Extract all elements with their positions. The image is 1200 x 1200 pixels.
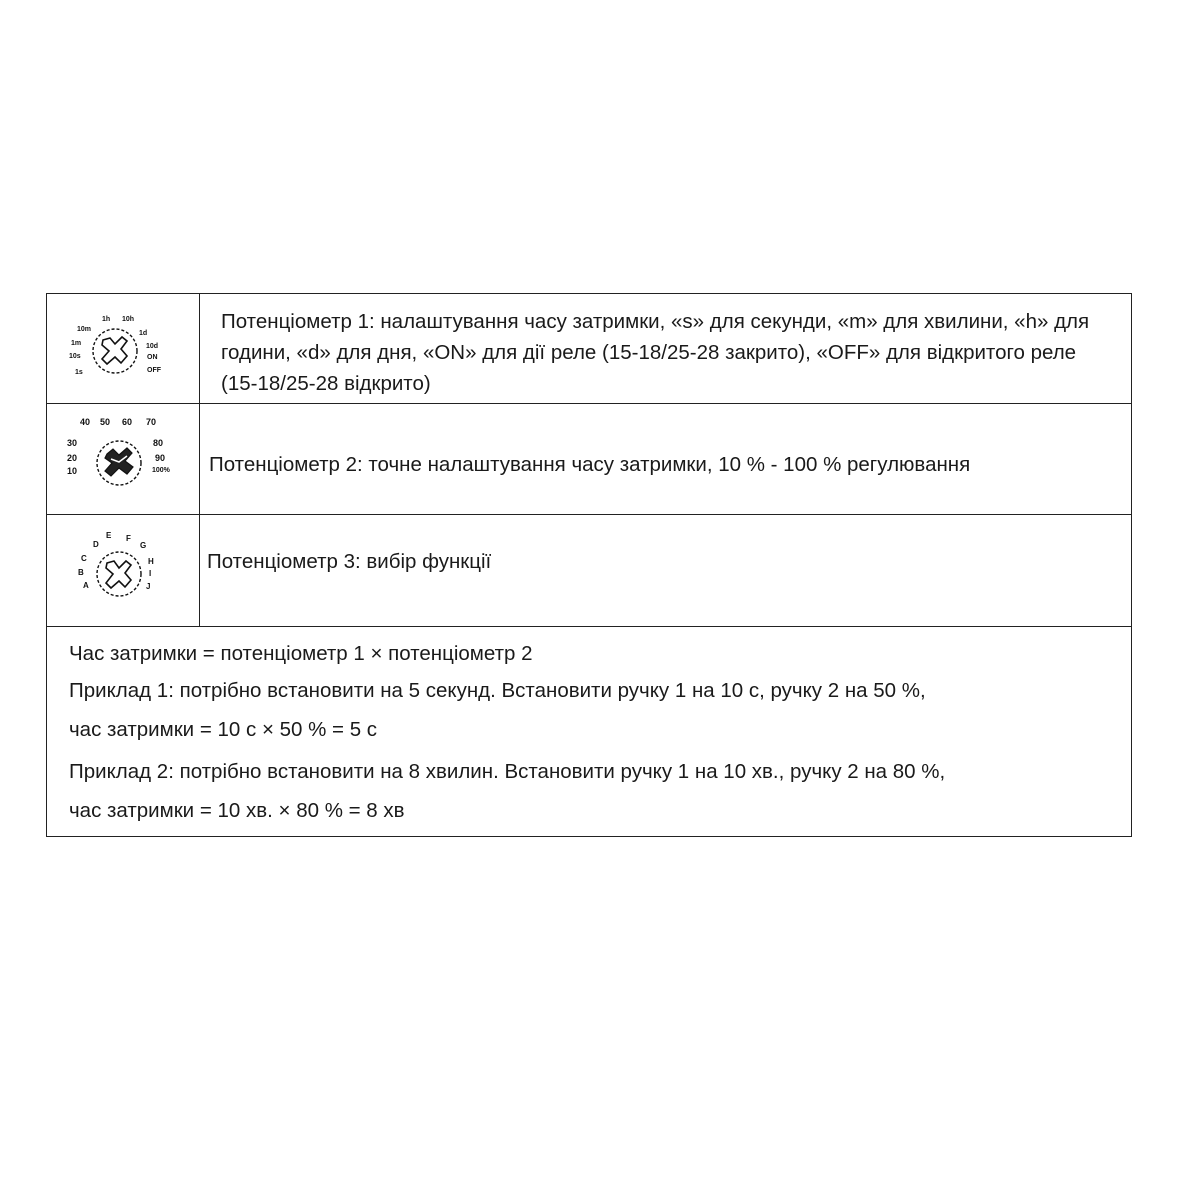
dial-label: 80 [153, 438, 164, 448]
icon-cell [47, 404, 200, 514]
dial-label: 10d [146, 343, 159, 350]
dial-label: B [78, 568, 84, 577]
potentiometer-3-dial-icon [47, 515, 199, 625]
formula-line: Час затримки = потенціометр 1 × потенціометр 2 [69, 642, 533, 665]
dial-label: I [149, 569, 152, 578]
dial-label: 1h [102, 316, 111, 323]
dial-label: 10m [77, 326, 92, 333]
icon-cell [47, 294, 200, 403]
example-2-line-2: час затримки = 10 хв. × 80 % = 8 хв [69, 799, 405, 822]
dial-label: D [93, 540, 99, 549]
dial-label: E [106, 531, 112, 540]
dial-label: C [81, 554, 87, 563]
dial-label: 30 [67, 438, 78, 448]
example-1-line-1: Приклад 1: потрібно встановити на 5 секунд. Встановити ручку 1 на 10 с, ручку 2 на 50 %, [69, 679, 926, 702]
dial-label: J [146, 582, 151, 591]
dial-label: 10 [67, 466, 78, 476]
dial-label: 90 [155, 453, 166, 463]
potentiometer-2-dial-icon [47, 404, 199, 512]
potentiometer-3-description: Потенціометр 3: вибір функції [207, 550, 492, 573]
dial-label: 100% [152, 467, 170, 474]
dial-label: A [83, 581, 89, 590]
table-row [47, 294, 1131, 404]
potentiometer-table [46, 293, 1132, 837]
potentiometer-2-description: Потенціометр 2: точне налаштування часу затримки, 10 % - 100 % регулювання [209, 453, 971, 476]
dial-label: F [126, 534, 131, 543]
table-row [47, 515, 1131, 627]
dial-label: 50 [100, 417, 111, 427]
dial-label: 60 [122, 417, 133, 427]
dial-label: ON [147, 354, 158, 361]
dial-label: 1s [75, 369, 83, 376]
dial-label: 40 [80, 417, 91, 427]
potentiometer-1-description: Потенціометр 1: налаштування часу затримки, «s» для секунди, «m» для хвилини, «h» для години, «d» для дня, «ON» для дії реле (15-18/25-28 закрито), «OFF» для відкритого реле (15-18/25-28 відкрито) [221, 310, 1090, 395]
potentiometer-1-dial-icon [47, 294, 199, 402]
icon-cell [47, 515, 200, 626]
dial-label: 70 [146, 417, 157, 427]
dial-label: 1d [139, 330, 148, 337]
dial-label: 10h [122, 316, 135, 323]
dial-label: G [140, 541, 147, 550]
example-2-line-1: Приклад 2: потрібно встановити на 8 хвилин. Встановити ручку 1 на 10 хв., ручку 2 на 80 %, [69, 760, 946, 783]
dial-label: 20 [67, 453, 78, 463]
table-row [47, 404, 1131, 515]
example-1-line-2: час затримки = 10 с × 50 % = 5 с [69, 718, 378, 741]
dial-label: 1m [71, 340, 82, 347]
dial-label: OFF [147, 367, 161, 374]
dial-label: H [148, 557, 154, 566]
dial-label: 10s [69, 353, 81, 360]
